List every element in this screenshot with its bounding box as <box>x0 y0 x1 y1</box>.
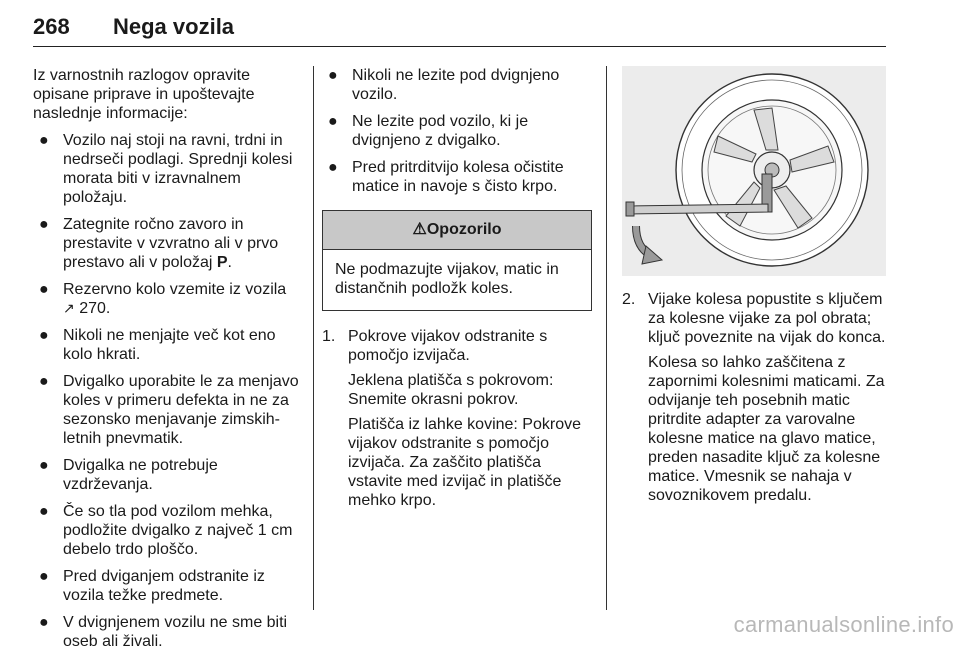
list-item: ● Pred dviganjem odstranite iz vozila težke predmete. <box>39 568 265 604</box>
column-divider <box>606 66 607 610</box>
list-item: ● Če so tla pod vozilom mehka, podložite dvigalko z največ 1 cm debelo trdo ploščo. <box>39 503 293 558</box>
cross-reference-link[interactable]: 270. <box>79 300 111 317</box>
column-middle <box>322 66 592 510</box>
list-item: ● Dvigalka ne potrebuje vzdrževanja. <box>39 457 218 493</box>
steps-list <box>322 327 592 510</box>
step-item <box>622 290 888 505</box>
bullet-icon: ● <box>39 614 49 631</box>
column-left <box>33 66 301 651</box>
page-header <box>33 10 886 47</box>
list-item: ● Ne lezite pod vozilo, ki je dvignjeno z dvigalko. <box>328 113 529 149</box>
step-subtext: Platišča iz lahke kovine: Pokrove vijakov odstranite s pomočjo izvijača. Za zaščito platišča vstavite med izvijač in platišče mehko krpo. <box>348 416 581 509</box>
bullet-icon: ● <box>39 281 49 298</box>
warning-title: Opozorilo <box>426 221 502 238</box>
rotation-arrow-icon <box>636 226 662 264</box>
column-divider <box>313 66 314 610</box>
warning-triangle-icon: ⚠ <box>412 221 427 238</box>
bullet-icon: ● <box>39 503 49 520</box>
step-subtext: Kolesa so lahko zaščitena z zapornimi kolesnimi maticami. Za odvijanje teh posebnih matic pritrdite adapter za varovalne kolesne matice na glavo matice, preden nasadite ključ za kolesne matice. Vmesnik se nahaja v sovoznikovem predalu. <box>648 354 885 504</box>
list-item: ● Dvigalko uporabite le za menjavo koles v primeru defekta in ne za sezonsko menjavanje zimskih-letnih pnevmatik. <box>39 373 299 447</box>
bullet-icon: ● <box>39 568 49 585</box>
step-text: Vijake kolesa popustite s ključem za kolesne vijake za pol obrata; ključ poveznite na vijak do konca. <box>648 291 886 346</box>
bullet-icon: ● <box>39 373 49 390</box>
bullet-icon: ● <box>39 216 49 233</box>
warning-text: Ne podmazujte vijakov, matic in distančnih podložk koles. <box>335 261 559 297</box>
precautions-list <box>33 131 301 651</box>
warning-header <box>323 211 591 250</box>
list-item: ● Zategnite ročno zavoro in prestavite v vzvratno ali v prvo prestavo ali v položaj P. <box>39 216 279 271</box>
list-item: ● Rezervno kolo vzemite iz vozila ↗ 270. <box>39 281 287 317</box>
step-number: 2. <box>622 291 636 308</box>
safety-list <box>322 66 592 196</box>
list-item: ● Vozilo naj stoji na ravni, trdni in nedrseči podlagi. Sprednji kolesi morata biti v izravnalnem položaju. <box>39 132 293 206</box>
list-item: ● Pred pritrditvijo kolesa očistite matice in navoje s čisto krpo. <box>328 159 564 195</box>
bullet-icon: ● <box>328 67 338 84</box>
list-item: ● V dvignjenem vozilu ne sme biti oseb ali živali. <box>39 614 288 650</box>
page-number: 268 <box>33 14 70 39</box>
intro-paragraph: Iz varnostnih razlogov opravite opisane priprave in upoštevajte naslednje informacije: <box>33 67 255 122</box>
list-item: ● Nikoli ne lezite pod dvignjeno vozilo. <box>328 67 560 103</box>
list-item: ● Nikoli ne menjajte več kot eno kolo hkrati. <box>39 327 276 363</box>
bullet-icon: ● <box>39 457 49 474</box>
cross-reference-icon: ↗ <box>63 300 75 316</box>
step-item <box>322 327 592 510</box>
page-title: Nega vozila <box>113 14 235 39</box>
bullet-icon: ● <box>39 327 49 344</box>
wheel-wrench-illustration <box>622 66 886 276</box>
step-number: 1. <box>322 328 336 345</box>
gear-position-p: P <box>216 254 228 271</box>
step-subtext: Jeklena platišča s pokrovom: Snemite okrasni pokrov. <box>348 372 554 408</box>
bullet-icon: ● <box>328 113 338 130</box>
column-right <box>622 290 888 505</box>
warning-box <box>322 210 592 311</box>
wheel-illustration-svg <box>622 66 886 276</box>
bullet-icon: ● <box>39 132 49 149</box>
watermark: carmanualsonline.info <box>733 612 954 637</box>
step-text: Pokrove vijakov odstranite s pomočjo izvijača. <box>348 328 548 364</box>
steps-list <box>622 290 888 505</box>
bullet-icon: ● <box>328 159 338 176</box>
